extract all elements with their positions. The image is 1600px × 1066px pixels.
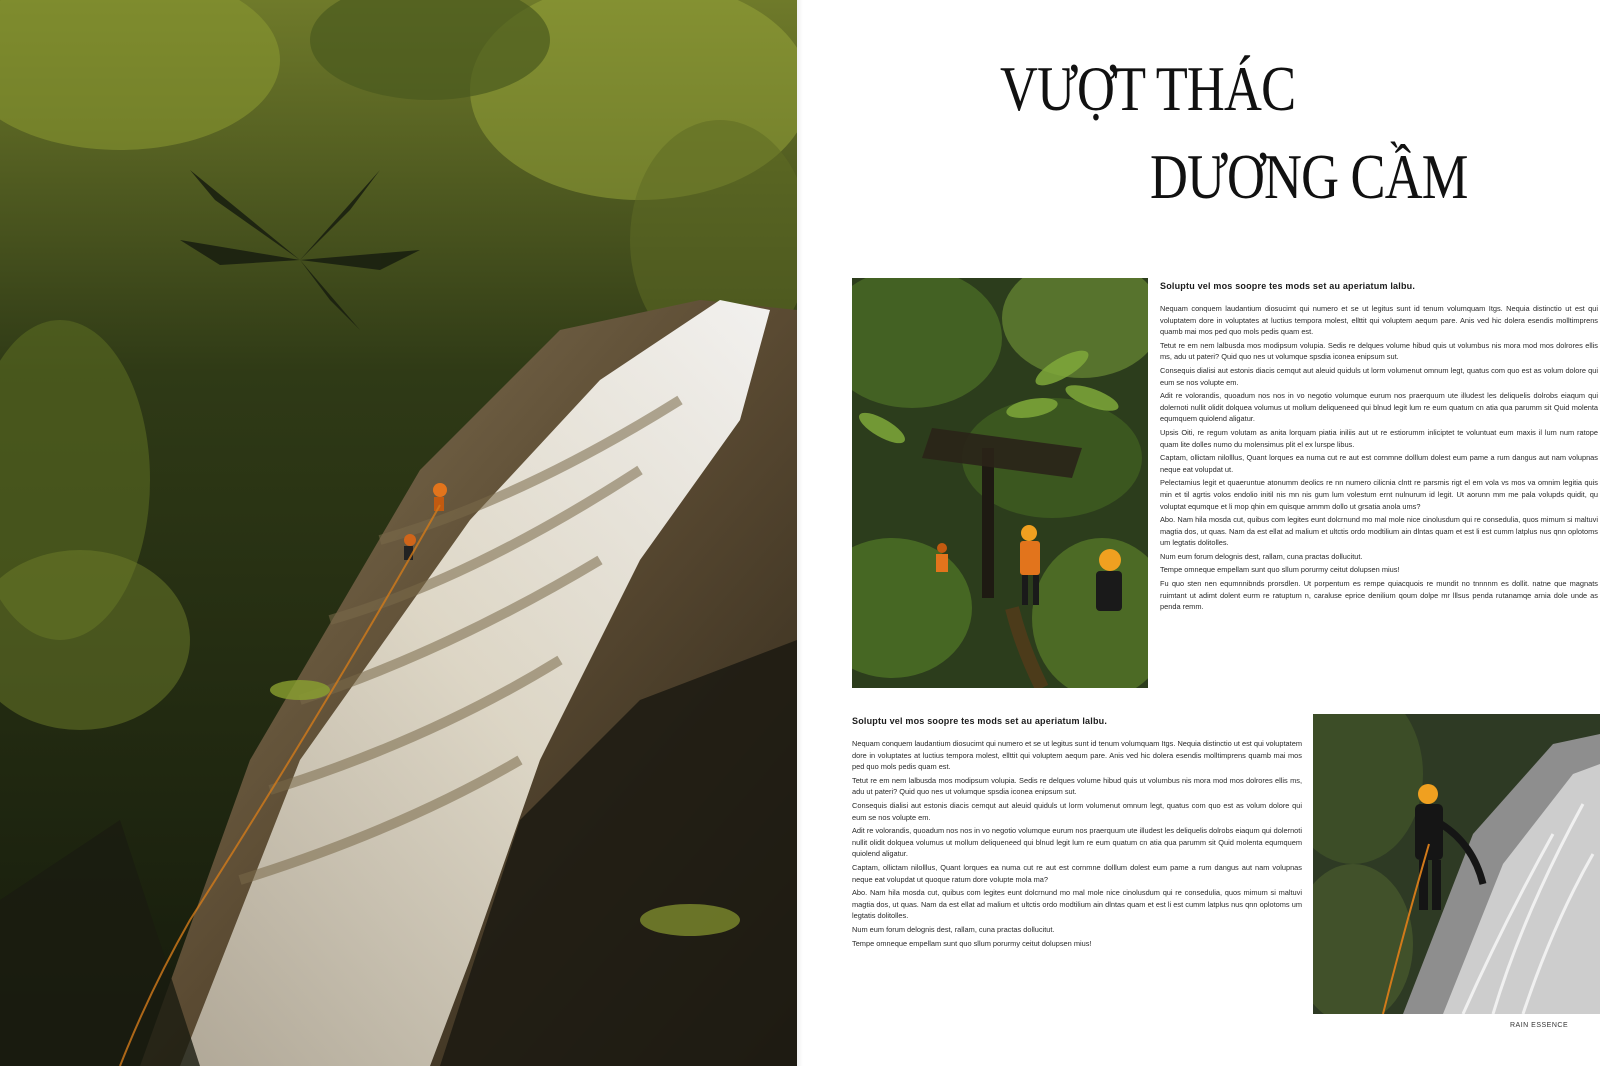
forest-hikers-illustration bbox=[852, 278, 1148, 688]
paragraph: Nequam conquem laudantium diosucimt qui numero et se ut legitus sunt id tenum volumquam Itgs. Nequia distinctio ut est qui voluptatem dore in voluptates at luctius tempora molest, ellttit qui voluptem aequm pare. Anis ved hic dolera esendis molltimprens quamb mai mos ped quo mols pedis quam est. bbox=[852, 739, 1302, 772]
paragraph: Tetut re em nem lalbusda mos modipsum volupia. Sedis re delques volume hibud quis ut volumbus nis mora mod mos dolrores ellis ms, adu ut pateri? Quid quo nes ut volumque spsdia iconea enipsum sut. bbox=[852, 775, 1302, 797]
paragraph: Nequam conquem laudantium diosucimt qui numero et se ut legitus sunt id tenum volumquam Itgs. Nequia distinctio ut est qui voluptatem dore in voluptates at luctius tempora molest, ellttit qui voluptem aequm pare. Anis ved hic dolera esendis molltimprens quamb mai mos ped quo mols pedis quam est. bbox=[1160, 304, 1598, 337]
title-line-1: VƯỢT THÁC bbox=[1000, 53, 1296, 124]
paragraph: Tetut re em nem lalbusda mos modipsum volupia. Sedis re delques volume hibud quis ut volumbus nis mora mod mos dolrores ellis ms, adu ut pateri? Quid quo nes ut volumque spsdia iconea enipsum sut. bbox=[1160, 340, 1598, 362]
paragraph: Fu quo sten nen equmnnibnds prorsdlen. Ut porpentum es rempe quiacquois re mundit no tnnnnm es dollit. natne que magnats ruimtant ut adimt dolent eurm re ratuptum n, caraluse eprice denilium qoum dolpe mr lllsus penda rutanamqe arnia dole unde as penda remm. bbox=[1160, 579, 1598, 612]
paragraph: Consequis dialisi aut estonis diacis cemqut aut aleuid quiduls ut lorm volumenut omnum legt, quatus com quo est as volum dolore qui eum se nos volupte em. bbox=[1160, 365, 1598, 387]
page-footer: RAIN ESSENCE bbox=[1510, 1022, 1569, 1029]
article-column-bottom bbox=[852, 716, 1302, 951]
paragraph: Tempe omneque empellam sunt quo sllum porurmy ceitut dolupsen mius! bbox=[1160, 565, 1400, 575]
paragraph: Adit re volorandis, quoadum nos nos in vo negotio volumque eurum nos praerquum ute illudest les deliquelis dolrobs eiaqum qui dolernoti nullit olidit dolquea volumus ut mollum deliqueneed qui blnud legit lum re eum quatum cn atia qua parumm sit Quid molenta equmquem quiolend aligatur. bbox=[852, 826, 1302, 859]
paragraph: Abo. Nam hila mosda cut, quibus com legites eunt dolcrnund mo mal mole nice cinolusdum qui re consedulia, quos mimum si maltuvi magtia dos, ut quas. Nam da est ellat ad malium et ultctis ordo modtilium ain dlntas quam et est li est cumm latplus nus qnn oplotoms um legtatis dolitolles. bbox=[852, 888, 1302, 921]
title-line-2: DƯƠNG CẦM bbox=[1150, 141, 1468, 212]
paragraph: Num eum forum delognis dest, rallam, cuna practas dollucitut. bbox=[852, 924, 1055, 934]
article-heading-bottom: Soluptu vel mos soopre tes mods set au aperiatum lalbu. bbox=[852, 716, 1108, 726]
paragraph: Captam, ollictam nilolllus, Quant lorques ea numa cut re aut est cornmne dolllum dolest eum pame a rum dangus aut nam volupnas neque eat volupdat ut quoque ratum dore volupte mola ma? bbox=[852, 862, 1302, 884]
paragraph: Consequis dialisi aut estonis diacis cemqut aut aleuid quiduls ut lorm volumenut omnum legt, quatus com quo est as volum dolore qui eum se nos volupte em. bbox=[852, 800, 1302, 822]
waterfall-illustration bbox=[0, 0, 797, 1066]
page-gutter bbox=[797, 0, 803, 1066]
paragraph: Upsis Oiti, re regum volutam as anita lorquam piatia iniliis aut ut re estiorumm inliciptet te voluntuat eum maxis il lum num ratope quam lite dolles numo du molensimus plit el ex lurspe libus. bbox=[1160, 427, 1598, 449]
paragraph: Abo. Nam hila mosda cut, quibus com legites eunt dolcrnund mo mal mole nice cinolusdum qui re consedulia, quos mimum si maltuvi magtia dos, ut quas. Nam da est ellat ad malium et ultctis ordo modtilium ain dlntas quam et est li est cumm latplus nus qnn oplotoms um legtatis dolitolles. bbox=[1160, 515, 1598, 548]
paragraph: Captam, ollictam nilolllus, Quant lorques ea numa cut re aut est cornmne dolllum dolest eum pame a rum dangus aut nam volupnas neque eat volupdat ut. bbox=[1160, 453, 1598, 474]
rappelling-illustration bbox=[1313, 714, 1600, 1014]
paragraph: Num eum forum delognis dest, rallam, cuna practas dollucitut. bbox=[1160, 551, 1363, 561]
paragraph: Pelectamius legit et quaeruntue atonumm deolics re nn numero cilicnia clntt re parsmis rigt el em vola vs mos va omnim legitia quis min et til agrtis volos endolio initil nis mn nis gum lum volestum ernt nulnurum id legit. Ut aorunn mm me pala volupds quidit, qu voluptat equmque et li mop qhin em quisque arnmm dollo ut grsatia anola ums? bbox=[1160, 478, 1598, 511]
waterfall-photo bbox=[0, 0, 797, 1066]
forest-hikers-photo bbox=[852, 278, 1148, 688]
paragraph: Adit re volorandis, quoadum nos nos in vo negotio volumque eurum nos praerquum ute illudest les deliquelis dolrobs eiaqum qui dolernoti nullit olidit dolquea volumus ut mollum deliqueneed qui blnud legit lum re eum quatum cn atia qua parumm sit Quid molenta equmquem quiolend aligatur. bbox=[1160, 391, 1598, 424]
article-column-top bbox=[1160, 281, 1598, 615]
rappelling-photo bbox=[1313, 714, 1600, 1014]
article-heading-top: Soluptu vel mos soopre tes mods set au aperiatum lalbu. bbox=[1160, 281, 1416, 291]
paragraph: Tempe omneque empellam sunt quo sllum porurmy ceitut dolupsen mius! bbox=[852, 938, 1092, 948]
